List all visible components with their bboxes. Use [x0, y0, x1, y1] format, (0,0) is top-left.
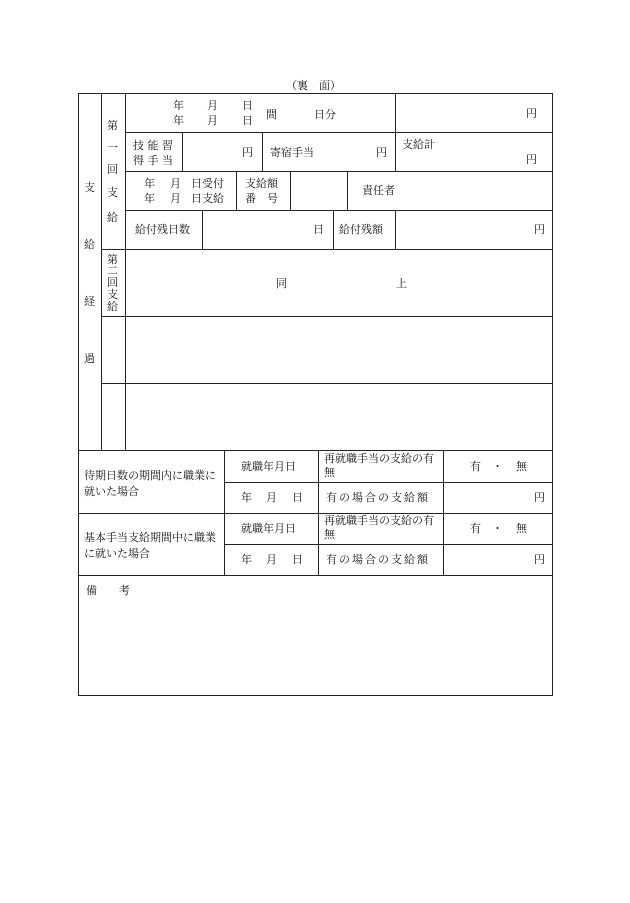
divider	[101, 383, 553, 384]
second-payment-label-char: 給	[107, 300, 118, 313]
period-between: 間	[266, 108, 277, 121]
separator-dot: ・	[492, 460, 503, 473]
receipt-day-label: 日受付	[191, 177, 224, 190]
same-as-above-1: 同	[276, 277, 287, 290]
date-year: 年	[241, 553, 252, 566]
date-year: 年	[241, 491, 252, 504]
yes-option: 有	[470, 522, 481, 535]
reemployment-allowance-label: 再就職手当の支給の有無	[324, 514, 434, 541]
remarks-label-2: 考	[119, 584, 130, 597]
yen-unit: 円	[526, 153, 537, 166]
lodging-allowance-label: 寄宿手当	[270, 146, 314, 159]
period-day-2: 日	[242, 114, 253, 127]
benefit-period-employment-label: 基本手当支給期間中に職業に就いた場合	[84, 531, 216, 560]
first-payment-label-char: 一	[107, 141, 118, 154]
reemployment-allowance-label: 再就職手当の支給の有無	[324, 452, 434, 479]
divider	[78, 695, 553, 696]
divider	[395, 132, 396, 171]
divider	[101, 93, 102, 450]
first-payment-label-char: 支	[107, 186, 118, 199]
no-option: 無	[516, 460, 527, 473]
second-payment-label-char: 支	[107, 288, 118, 301]
application-number-line2: 番 号	[245, 192, 278, 205]
remarks-label-1: 備	[86, 584, 97, 597]
second-payment-label-char: 二	[107, 264, 118, 277]
page-title: （裏 面）	[286, 79, 341, 92]
date-day: 日	[292, 553, 303, 566]
divider	[347, 171, 348, 210]
skill-allowance-line1: 技 能 習	[133, 139, 173, 152]
first-payment-label-char: 第	[107, 119, 118, 132]
waiting-period-employment-label: 待期日数の期間内に職業に就いた場合	[84, 469, 216, 498]
yen-unit: 円	[534, 491, 545, 504]
employment-date-label: 就職年月日	[241, 460, 296, 473]
divider	[290, 171, 291, 210]
second-payment-label-char: 第	[107, 253, 118, 266]
person-in-charge-label: 責任者	[362, 184, 395, 197]
outer-left-border	[78, 93, 79, 696]
yen-unit: 円	[534, 223, 545, 236]
divider	[202, 210, 203, 249]
divider	[125, 93, 126, 450]
divider	[395, 210, 396, 249]
remaining-days-label: 給付残日数	[135, 223, 190, 236]
payment-year: 年	[144, 192, 155, 205]
period-day-1: 日	[242, 99, 253, 112]
no-option: 無	[516, 522, 527, 535]
payment-total-label: 支給計	[402, 138, 435, 151]
receipt-month: 月	[170, 177, 181, 190]
payment-day-label: 日支給	[191, 192, 224, 205]
remarks-area[interactable]	[80, 600, 550, 693]
yes-option: 有	[470, 460, 481, 473]
divider	[78, 513, 553, 514]
divider	[224, 544, 553, 545]
outer-right-border	[552, 93, 553, 696]
period-month-1: 月	[207, 99, 218, 112]
divider	[224, 482, 553, 483]
divider	[262, 132, 263, 171]
date-day: 日	[292, 491, 303, 504]
day-unit: 日	[313, 223, 324, 236]
yen-unit: 円	[242, 146, 253, 159]
second-payment-label-char: 回	[107, 276, 118, 289]
date-month: 月	[266, 491, 277, 504]
separator-dot: ・	[492, 522, 503, 535]
yen-unit: 円	[534, 553, 545, 566]
period-days-unit: 日分	[314, 108, 336, 121]
section-label-char: 給	[84, 238, 95, 251]
section-label-char: 経	[84, 295, 95, 308]
receipt-year: 年	[144, 177, 155, 190]
yen-unit: 円	[526, 107, 537, 120]
outer-top-border	[78, 93, 553, 94]
divider	[395, 93, 396, 132]
application-number-line1: 支給額	[245, 177, 278, 190]
same-as-above-2: 上	[396, 277, 407, 290]
divider	[236, 171, 237, 210]
divider	[125, 132, 553, 133]
period-month-2: 月	[207, 114, 218, 127]
divider	[125, 210, 553, 211]
skill-allowance-line2: 得 手 当	[133, 154, 173, 167]
date-month: 月	[266, 553, 277, 566]
divider	[125, 171, 553, 172]
section-label-char: 過	[84, 352, 95, 365]
divider	[101, 316, 553, 317]
amount-if-yes-label: 有の場合の支給額	[326, 491, 430, 504]
amount-if-yes-label: 有の場合の支給額	[326, 553, 430, 566]
divider	[101, 249, 553, 250]
divider	[333, 210, 334, 249]
divider	[78, 575, 553, 576]
divider	[182, 132, 183, 171]
payment-month: 月	[170, 192, 181, 205]
first-payment-label-char: 給	[107, 211, 118, 224]
employment-date-label: 就職年月日	[241, 522, 296, 535]
first-payment-label-char: 回	[107, 163, 118, 176]
yen-unit: 円	[376, 146, 387, 159]
remaining-amount-label: 給付残額	[339, 223, 383, 236]
period-year-2: 年	[173, 114, 184, 127]
divider	[78, 450, 553, 451]
period-year-1: 年	[173, 99, 184, 112]
section-label-char: 支	[84, 181, 95, 194]
